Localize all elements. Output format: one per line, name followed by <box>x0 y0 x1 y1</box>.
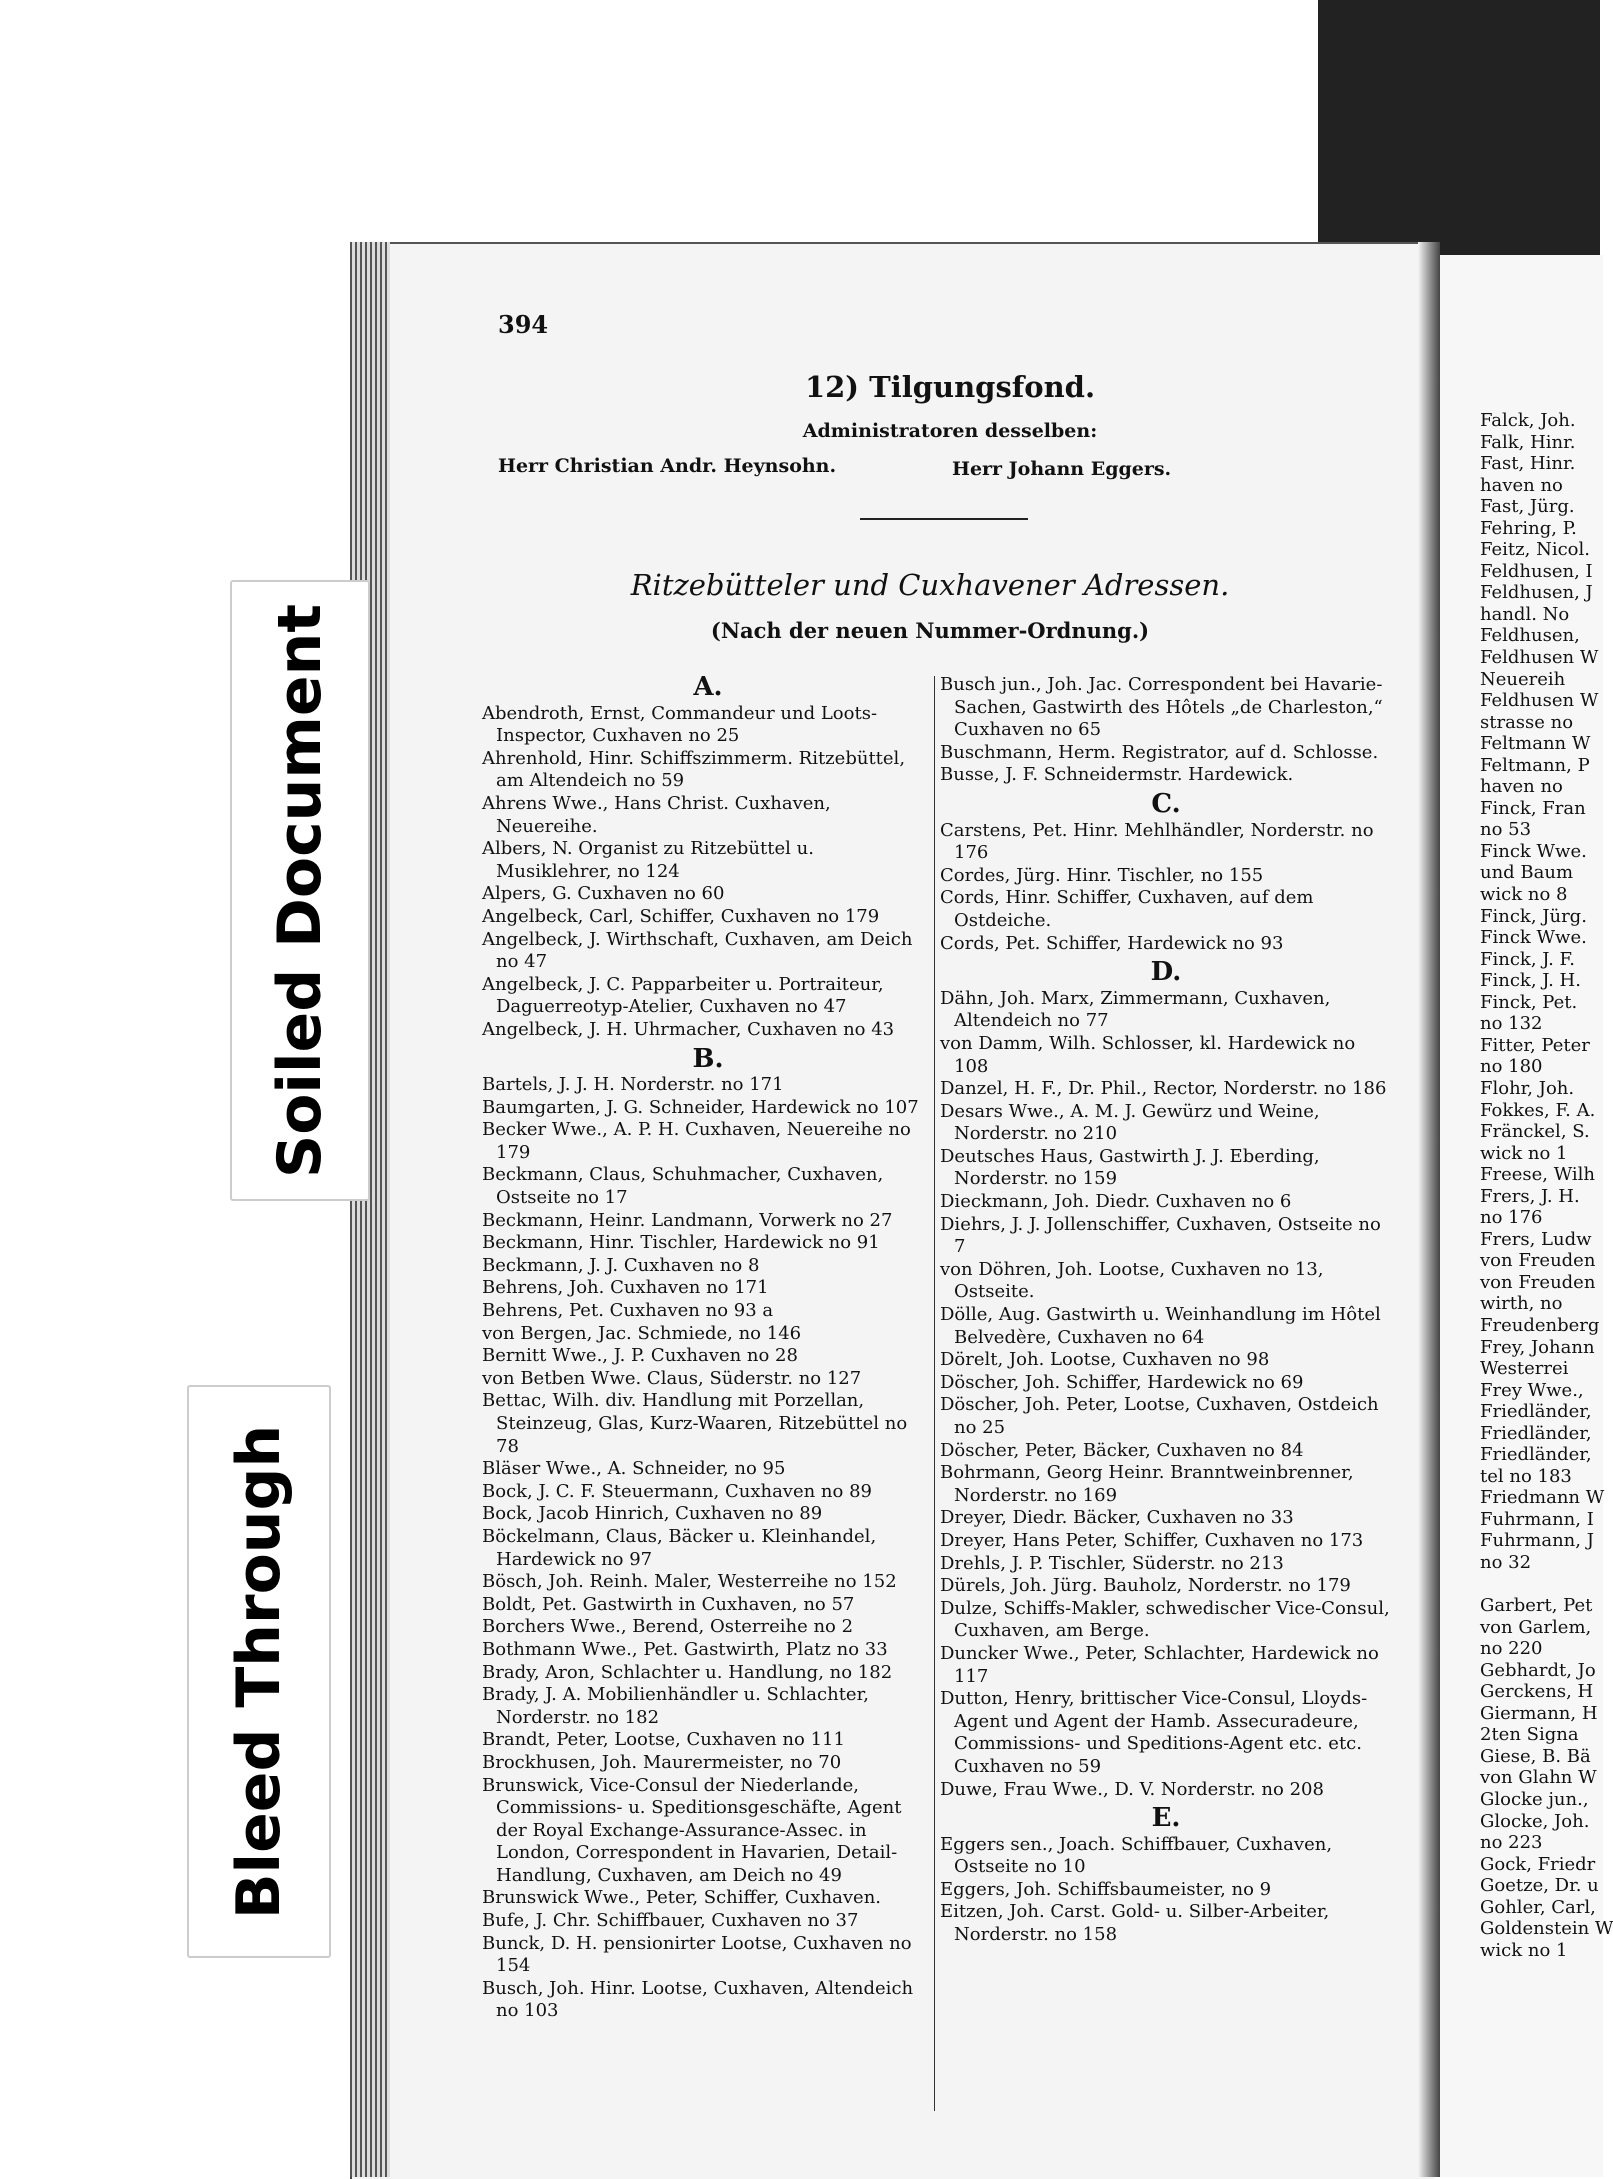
address-entry: no 53 <box>1480 819 1532 841</box>
address-entry: Garbert, Pet <box>1480 1595 1593 1617</box>
address-entry: Gohler, Carl, <box>1480 1896 1596 1918</box>
entries-d <box>940 988 1392 1801</box>
address-entry: Fast, Hinr. <box>1480 453 1576 475</box>
address-entry: Döscher, Joh. Peter, Lootse, Cuxhaven, Ostdeich no 25 <box>940 1394 1379 1438</box>
letter-heading-e: E. <box>1151 1803 1181 1834</box>
address-entry: Duncker Wwe., Peter, Schlachter, Hardewick no 117 <box>940 1642 1379 1687</box>
entries-facing <box>1480 410 1613 1961</box>
address-entry: Falck, Joh. <box>1480 410 1576 431</box>
address-entry: Albers, N. Organist zu Ritzebüttel u. Musiklehrer, no 124 <box>482 838 814 882</box>
address-entry: Cordes, Jürg. Hinr. Tischler, no 155 <box>940 864 1264 886</box>
address-entry: Bernitt Wwe., J. P. Cuxhaven no 28 <box>482 1345 798 1367</box>
address-entry: Angelbeck, J. Wirthschaft, Cuxhaven, am Deich no 47 <box>482 928 913 973</box>
address-entry: Feltmann W <box>1480 733 1591 755</box>
bleed-through-label: Bleed Through <box>224 1424 294 1919</box>
address-entry: Finck, Fran <box>1480 797 1586 819</box>
address-entry: Fehring, P. <box>1480 517 1577 539</box>
address-entry: Diehrs, J. J. Jollenschiffer, Cuxhaven, Ostseite no 7 <box>940 1213 1381 1258</box>
address-entry: Carstens, Pet. Hinr. Mehlhändler, Norderstr. no 176 <box>940 819 1374 864</box>
address-entry: Flohr, Joh. <box>1480 1077 1575 1099</box>
address-entry: Bösch, Joh. Reinh. Maler, Westerreihe no 152 <box>482 1571 897 1593</box>
letter-heading-a: A. <box>693 672 723 702</box>
entries-a <box>482 703 934 1042</box>
address-entry: Böckelmann, Claus, Bäcker u. Kleinhandel, Hardewick no 97 <box>482 1525 877 1570</box>
address-entry: Gebhardt, Jo <box>1480 1659 1596 1681</box>
address-entry: Finck Wwe. <box>1480 840 1587 862</box>
address-entry: Finck, J. F. <box>1480 948 1575 970</box>
address-entry: Fränckel, S. <box>1480 1121 1590 1143</box>
address-entry: wick no 1 <box>1480 1142 1568 1164</box>
address-entry: no 132 <box>1480 1013 1543 1035</box>
address-entry: Desars Wwe., A. M. J. Gewürz und Weine, Norderstr. no 210 <box>940 1100 1320 1145</box>
address-entry: von Freuden <box>1480 1250 1596 1272</box>
address-entry: Angelbeck, J. C. Papparbeiter u. Portraiteur, Daguerreotyp-Atelier, Cuxhaven no 47 <box>482 973 884 1018</box>
page-title: Ritzebütteler und Cuxhavener Adressen. <box>630 568 1230 602</box>
address-entry: Behrens, Pet. Cuxhaven no 93 a <box>482 1300 774 1322</box>
address-entry: Feldhusen, J <box>1480 582 1593 604</box>
address-entry: Drehls, J. P. Tischler, Süderstr. no 213 <box>940 1552 1284 1574</box>
letter-heading-c: C. <box>1151 788 1181 819</box>
address-entry: Finck Wwe. <box>1480 927 1587 949</box>
address-entry: Eitzen, Joh. Carst. Gold- u. Silber-Arbeiter, Norderstr. no 158 <box>940 1901 1330 1946</box>
address-entry: Gerckens, H <box>1480 1681 1594 1703</box>
address-entry: Deutsches Haus, Gastwirth J. J. Eberding, Norderstr. no 159 <box>940 1145 1320 1190</box>
letter-heading-d: D. <box>1150 957 1182 988</box>
address-entry: Feldhusen W <box>1480 647 1599 669</box>
address-entry: 2ten Signa <box>1480 1724 1579 1746</box>
entries-e <box>940 1834 1392 1947</box>
address-entry: Bläser Wwe., A. Schneider, no 95 <box>482 1458 786 1480</box>
book-gutter <box>1418 242 1440 2177</box>
address-entry: no 180 <box>1480 1056 1543 1078</box>
address-entry: Falk, Hinr. <box>1480 431 1576 453</box>
letter-heading-b: B. <box>692 1043 724 1074</box>
dark-background-band <box>1318 0 1600 258</box>
address-entry: Feltmann, P <box>1480 754 1590 776</box>
address-entry: Friedländer, <box>1480 1422 1592 1444</box>
address-entry: Dutton, Henry, brittischer Vice-Consul, Lloyds-Agent und Agent der Hamb. Assecuradeure, Commissions- und Speditions-Agent etc. etc. Cuxhaven no 59 <box>940 1688 1368 1777</box>
address-entry: Finck, Jürg. <box>1480 905 1587 927</box>
address-entry: Brady, J. A. Mobilienhändler u. Schlachter, Norderstr. no 182 <box>482 1684 869 1728</box>
address-entry: und Baum <box>1480 862 1574 884</box>
address-entry: Feitz, Nicol. <box>1480 539 1590 561</box>
address-entry: Beckmann, Heinr. Landmann, Vorwerk no 27 <box>482 1209 893 1231</box>
address-entry: Angelbeck, J. H. Uhrmacher, Cuxhaven no 43 <box>482 1018 895 1040</box>
address-entry: haven no <box>1480 776 1563 798</box>
address-entry: Brockhusen, Joh. Maurermeister, no 70 <box>482 1751 842 1773</box>
address-entry: Bettac, Wilh. div. Handlung mit Porzellan, Steinzeug, Glas, Kurz-Waaren, Ritzebüttel no 78 <box>482 1390 908 1457</box>
address-entry: handl. No <box>1480 603 1570 625</box>
address-entry: Friedländer, <box>1480 1401 1592 1423</box>
address-entry: Glocke jun., <box>1480 1789 1589 1810</box>
address-entry: wirth, no <box>1480 1293 1563 1315</box>
address-entry: Freese, Wilh <box>1480 1164 1596 1186</box>
address-entry: Neuereih <box>1480 668 1566 690</box>
address-entry: Goetze, Dr. u <box>1480 1875 1599 1897</box>
address-entry: no 32 <box>1480 1551 1532 1573</box>
address-entry: no 223 <box>1480 1832 1543 1854</box>
address-entry: von Glahn W <box>1480 1767 1597 1789</box>
address-entry: Brunswick, Vice-Consul der Niederlande, Commissions- u. Speditionsgeschäfte, Agent der Royal Exchange-Assurance-Assec. in London, Correspondent in Havarien, Detail-Handlung, Cuxhaven, am Deich no 49 <box>482 1774 902 1886</box>
address-entry: tel no 183 <box>1480 1465 1572 1487</box>
bleed-through-sticker <box>187 1385 331 1958</box>
address-entry: Freudenberg <box>1480 1314 1600 1336</box>
address-entry: Behrens, Joh. Cuxhaven no 171 <box>482 1277 769 1299</box>
address-entry: Borchers Wwe., Berend, Osterreihe no 2 <box>482 1616 854 1638</box>
address-entry: von Garlem, <box>1480 1616 1592 1638</box>
address-entry: Bartels, J. J. H. Norderstr. no 171 <box>482 1074 784 1096</box>
address-entry: strasse no <box>1480 711 1574 733</box>
address-entry: Feldhusen W <box>1480 690 1599 712</box>
address-entry: Frers, Ludw <box>1480 1228 1592 1250</box>
soiled-document-label: Soiled Document <box>265 603 335 1178</box>
address-entry: Fitter, Peter <box>1480 1034 1590 1056</box>
address-entry: Ahrenhold, Hinr. Schiffszimmerm. Ritzebüttel, am Altendeich no 59 <box>482 747 906 792</box>
address-entry: Finck, J. H. <box>1480 970 1581 992</box>
address-entry: Boldt, Pet. Gastwirth in Cuxhaven, no 57 <box>482 1593 855 1615</box>
divider-rule <box>860 518 1028 520</box>
address-entry: Fuhrmann, J <box>1480 1530 1594 1552</box>
address-entry: Baumgarten, J. G. Schneider, Hardewick no 107 <box>482 1096 919 1118</box>
address-entry: von Freuden <box>1480 1271 1596 1293</box>
page-subtitle: (Nach der neuen Nummer-Ordnung.) <box>710 618 1150 643</box>
address-entry: Becker Wwe., A. P. H. Cuxhaven, Neuereihe no 179 <box>482 1119 911 1163</box>
address-entry: Eggers, Joh. Schiffsbaumeister, no 9 <box>940 1878 1272 1900</box>
soiled-document-sticker <box>230 580 370 1201</box>
address-entry: Westerrei <box>1480 1358 1569 1380</box>
address-entry: Busse, J. F. Schneidermstr. Hardewick. <box>940 764 1294 786</box>
admin-heading: Administratoren desselben: <box>802 420 1098 442</box>
column-rule <box>934 676 935 2111</box>
page-edges <box>350 242 390 2177</box>
address-entry: Gock, Friedr <box>1480 1853 1596 1875</box>
address-entry: von Döhren, Joh. Lootse, Cuxhaven no 13, Ostseite. <box>940 1258 1324 1303</box>
address-entry: Giese, B. Bä <box>1480 1745 1591 1767</box>
address-entry: Frey, Johann <box>1480 1336 1595 1358</box>
address-entry: no 220 <box>1480 1638 1543 1660</box>
address-entry: wick no 1 <box>1480 1939 1568 1961</box>
address-entry: Dieckmann, Joh. Diedr. Cuxhaven no 6 <box>940 1191 1292 1213</box>
address-entry: Dulze, Schiffs-Makler, schwedischer Vice-Consul, Cuxhaven, am Berge. <box>940 1597 1390 1642</box>
address-entry: Dähn, Joh. Marx, Zimmermann, Cuxhaven, Altendeich no 77 <box>940 987 1331 1032</box>
address-entry: Bock, J. C. F. Steuermann, Cuxhaven no 89 <box>482 1480 872 1502</box>
address-entry: Fast, Jürg. <box>1480 496 1575 518</box>
address-entry: Dreyer, Hans Peter, Schiffer, Cuxhaven no 173 <box>940 1529 1364 1551</box>
entries-b <box>482 1074 934 2023</box>
address-entry: Giermann, H <box>1480 1702 1598 1724</box>
address-entry: haven no <box>1480 474 1563 496</box>
address-entry: Friedländer, <box>1480 1444 1592 1466</box>
section-heading: 12) Tilgungsfond. <box>804 370 1096 404</box>
address-entry: Abendroth, Ernst, Commandeur und Loots-Inspector, Cuxhaven no 25 <box>482 702 878 747</box>
address-entry: Bufe, J. Chr. Schiffbauer, Cuxhaven no 37 <box>482 1910 859 1932</box>
address-column-right <box>940 670 1392 1947</box>
address-entry: Feldhusen, <box>1480 625 1580 647</box>
address-entry: Friedmann W <box>1480 1487 1605 1509</box>
address-entry: von Betben Wwe. Claus, Süderstr. no 127 <box>482 1367 862 1389</box>
entries-b-cont <box>940 674 1392 787</box>
address-entry: Duwe, Frau Wwe., D. V. Norderstr. no 208 <box>940 1778 1324 1800</box>
address-entry: Beckmann, J. J. Cuxhaven no 8 <box>482 1254 760 1276</box>
address-entry: no 176 <box>1480 1207 1543 1229</box>
address-entry: Angelbeck, Carl, Schiffer, Cuxhaven no 179 <box>482 905 880 927</box>
address-entry: Bunck, D. H. pensionirter Lootse, Cuxhaven no 154 <box>482 1932 912 1977</box>
address-entry: Beckmann, Hinr. Tischler, Hardewick no 91 <box>482 1232 880 1254</box>
address-entry: Dürels, Joh. Jürg. Bauholz, Norderstr. no 179 <box>940 1575 1351 1597</box>
address-entry: Bohrmann, Georg Heinr. Branntweinbrenner, Norderstr. no 169 <box>940 1462 1354 1506</box>
address-entry: wick no 8 <box>1480 884 1568 906</box>
address-entry: Brady, Aron, Schlachter u. Handlung, no 182 <box>482 1661 893 1683</box>
address-entry: Cords, Hinr. Schiffer, Cuxhaven, auf dem Ostdeiche. <box>940 887 1314 931</box>
address-entry: Brandt, Peter, Lootse, Cuxhaven no 111 <box>482 1729 845 1751</box>
address-entry: Dölle, Aug. Gastwirth u. Weinhandlung im Hôtel Belvedère, Cuxhaven no 64 <box>940 1304 1381 1348</box>
entries-c <box>940 820 1392 956</box>
address-entry: Ahrens Wwe., Hans Christ. Cuxhaven, Neuereihe. <box>482 792 831 837</box>
address-entry: Glocke, Joh. <box>1480 1810 1590 1832</box>
address-entry: Eggers sen., Joach. Schiffbauer, Cuxhaven, Ostseite no 10 <box>940 1833 1333 1878</box>
address-entry: Dörelt, Joh. Lootse, Cuxhaven no 98 <box>940 1349 1270 1371</box>
address-entry: Frers, J. H. <box>1480 1185 1580 1207</box>
address-entry: Bock, Jacob Hinrich, Cuxhaven no 89 <box>482 1503 823 1525</box>
address-entry: Cords, Pet. Schiffer, Hardewick no 93 <box>940 932 1284 954</box>
address-entry: Buschmann, Herm. Registrator, auf d. Schlosse. <box>940 741 1379 763</box>
address-column-left <box>482 670 934 2023</box>
address-entry: Beckmann, Claus, Schuhmacher, Cuxhaven, Ostseite no 17 <box>482 1164 884 1209</box>
address-entry: Döscher, Peter, Bäcker, Cuxhaven no 84 <box>940 1439 1304 1461</box>
address-entry: Fokkes, F. A. <box>1480 1099 1596 1121</box>
address-entry <box>1480 1574 1600 1596</box>
admin-right: Herr Johann Eggers. <box>952 458 1172 480</box>
address-entry: Fuhrmann, I <box>1480 1508 1594 1530</box>
address-entry: Busch jun., Joh. Jac. Correspondent bei Havarie-Sachen, Gastwirth des Hôtels „de Charleston,“ Cuxhaven no 65 <box>940 674 1383 741</box>
address-entry: Alpers, G. Cuxhaven no 60 <box>482 883 725 905</box>
address-entry: Danzel, H. F., Dr. Phil., Rector, Norderstr. no 186 <box>940 1078 1387 1100</box>
address-entry: Finck, Pet. <box>1480 991 1578 1013</box>
address-entry: Feldhusen, I <box>1480 560 1593 582</box>
address-entry: Goldenstein W <box>1480 1918 1613 1940</box>
address-entry: Bothmann Wwe., Pet. Gastwirth, Platz no 33 <box>482 1638 888 1660</box>
facing-page-column <box>1480 410 1613 1961</box>
address-entry: Frey Wwe., <box>1480 1379 1584 1401</box>
address-entry: Brunswick Wwe., Peter, Schiffer, Cuxhaven. <box>482 1887 882 1909</box>
address-entry: von Damm, Wilh. Schlosser, kl. Hardewick no 108 <box>940 1032 1356 1077</box>
address-entry: Döscher, Joh. Schiffer, Hardewick no 69 <box>940 1371 1304 1393</box>
address-entry: Busch, Joh. Hinr. Lootse, Cuxhaven, Altendeich no 103 <box>482 1977 914 2022</box>
address-entry: Dreyer, Diedr. Bäcker, Cuxhaven no 33 <box>940 1507 1294 1529</box>
address-entry: von Bergen, Jac. Schmiede, no 146 <box>482 1322 802 1344</box>
admin-left: Herr Christian Andr. Heynsohn. <box>498 455 837 477</box>
page-number: 394 <box>498 310 549 339</box>
